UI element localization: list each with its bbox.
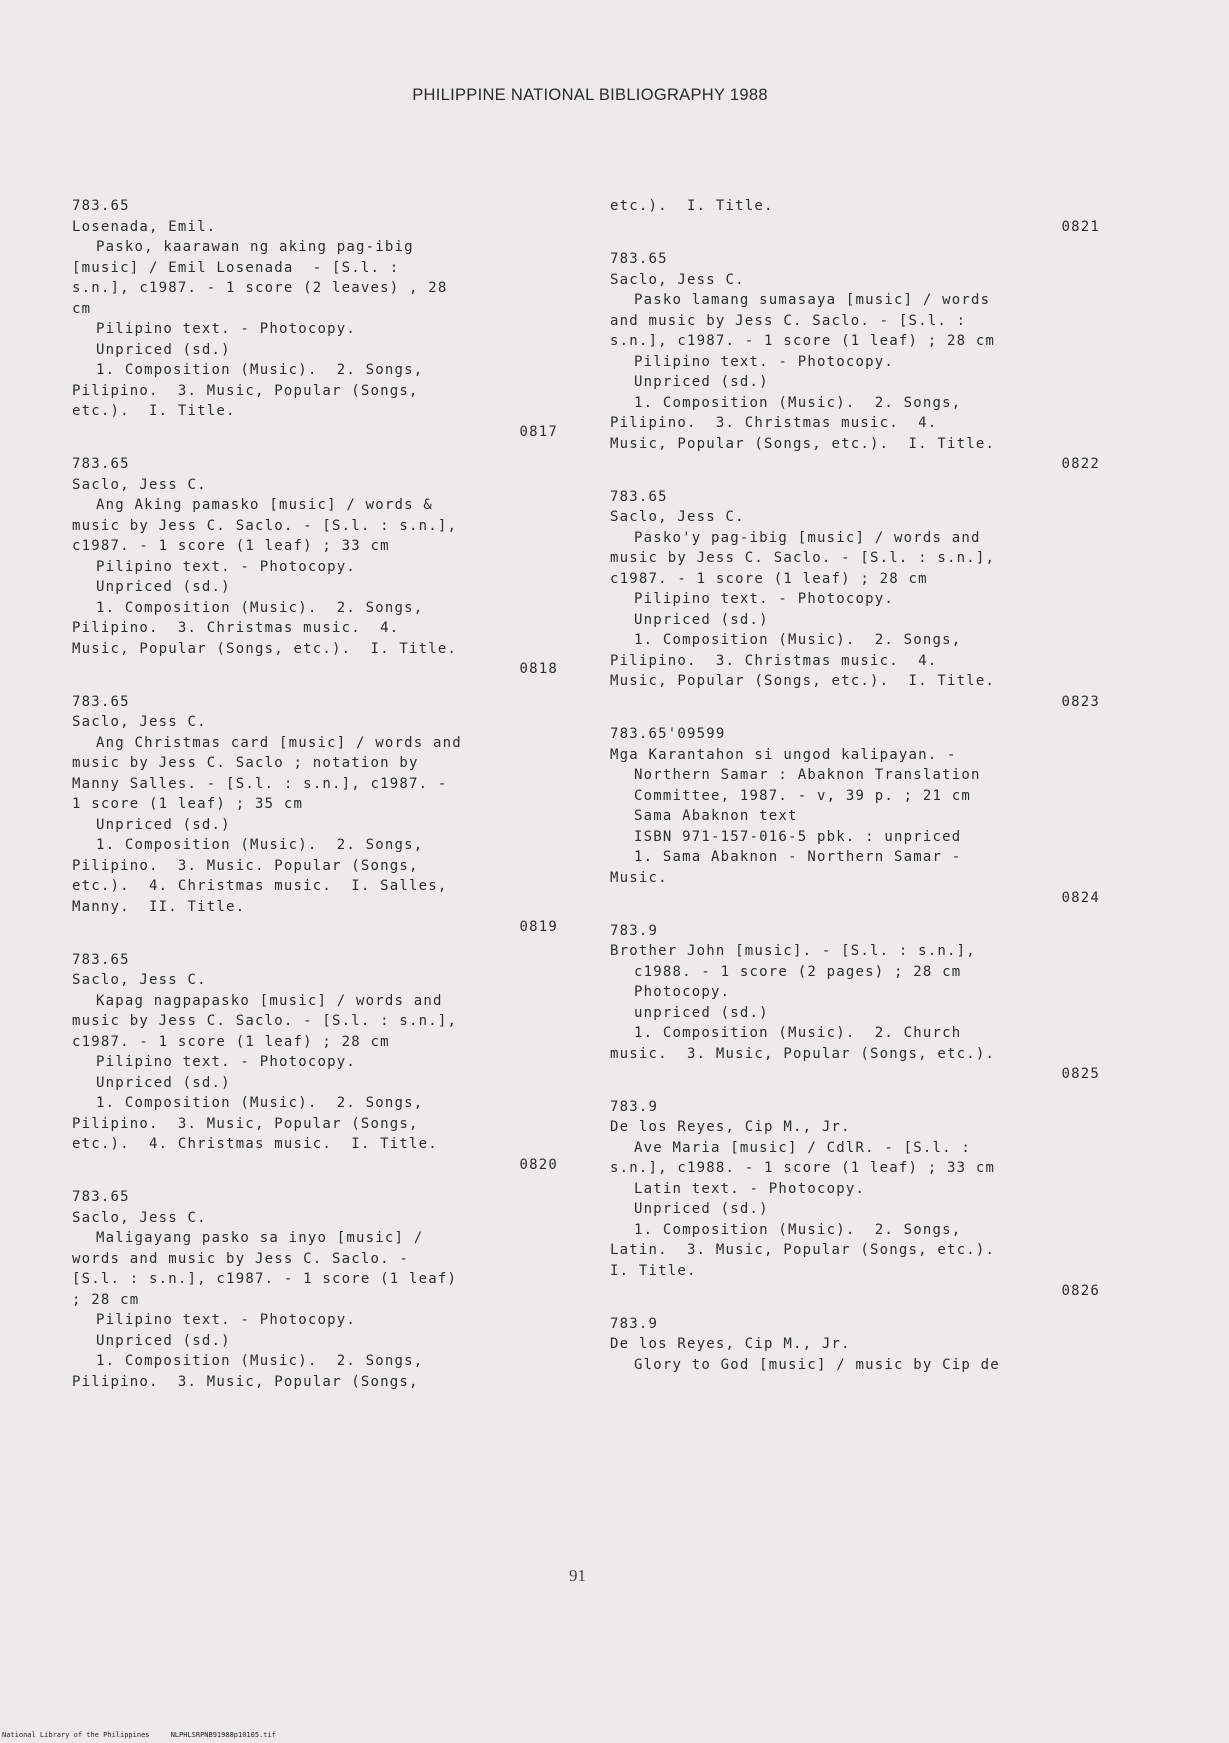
entry-line: Ave Maria [music] / CdlR. - [S.l. : <box>634 1139 972 1156</box>
entry-line: Pasko'y pag-ibig [music] / words and <box>634 529 981 546</box>
entry-line: 783.9 <box>610 922 659 939</box>
entry-line: Ang Aking pamasko [music] / words & <box>96 497 434 513</box>
entry-line: Photocopy. <box>634 984 731 1000</box>
entry-line: Committee, 1987. - v, 39 p. ; 21 cm <box>634 787 972 804</box>
entry-line: Unpriced (sd.) <box>96 816 231 833</box>
entry-number: 0820 <box>519 1156 558 1173</box>
entry-line: Saclo, Jess C. <box>72 476 207 493</box>
bibliography-entry <box>610 196 1100 237</box>
entry-line: music by Jess C. Saclo. - [S.l. : s.n.], <box>72 517 458 534</box>
entry-line: Pilipino. 3. Music, Popular (Songs, <box>72 382 419 399</box>
entry-line: 783.65 <box>72 1189 130 1205</box>
entry-line: Pilipino. 3. Music, Popular (Songs, <box>72 1373 419 1390</box>
entry-line: De los Reyes, Cip M., Jr. <box>610 1119 851 1135</box>
entry-number: 0824 <box>1061 890 1100 906</box>
entry-line: cm <box>72 300 92 317</box>
entry-line: ; 28 cm <box>72 1291 140 1308</box>
bibliography-entry <box>610 487 1100 713</box>
entry-line: [S.l. : s.n.], c1987. - 1 score (1 leaf) <box>72 1271 458 1287</box>
entry-line: etc.). 4. Christmas music. I. Title. <box>72 1136 438 1152</box>
entry-line: Saclo, Jess C. <box>72 1209 207 1226</box>
entry-number: 0822 <box>1061 456 1100 472</box>
entry-line: 1. Composition (Music). 2. Songs, <box>96 599 424 616</box>
entry-line: Sama Abaknon text <box>634 808 798 824</box>
entry-line: 783.9 <box>610 1098 659 1115</box>
entry-line: 783.65 <box>72 456 130 472</box>
entry-line: Unpriced (sd.) <box>96 1332 231 1349</box>
entry-line: Maligayang pasko sa inyo [music] / <box>96 1230 424 1246</box>
entry-line: Latin text. - Photocopy. <box>634 1180 866 1197</box>
entry-line: music. 3. Music, Popular (Songs, etc.). <box>610 1045 996 1062</box>
bibliography-entry <box>72 692 558 938</box>
entry-line: 1. Composition (Music). 2. Songs, <box>634 632 962 648</box>
bibliography-entry <box>610 724 1100 909</box>
entry-line: 783.65 <box>72 198 130 214</box>
bibliography-entry <box>72 1187 558 1392</box>
entry-line: music by Jess C. Saclo. - [S.l. : s.n.], <box>610 550 996 566</box>
bibliography-entry <box>610 1314 1100 1376</box>
entry-line: 1. Composition (Music). 2. Songs, <box>96 1353 424 1369</box>
entry-line: Glory to God [music] / music by Cip de <box>634 1356 1000 1373</box>
bibliography-entry <box>72 196 558 442</box>
entry-number: 0818 <box>519 661 558 677</box>
scan-footer: National Library of the Philippines NLPHLSRPNB91988p10105.tif <box>2 1731 276 1739</box>
entry-line: 783.65 <box>610 251 668 267</box>
entry-line: Pilipino. 3. Christmas music. 4. <box>72 620 400 636</box>
entry-line: c1987. - 1 score (1 leaf) ; 33 cm <box>72 538 390 554</box>
bibliography-entry <box>610 921 1100 1085</box>
entry-line: Pilipino text. - Photocopy. <box>96 1054 356 1070</box>
entry-line: Unpriced (sd.) <box>634 374 769 390</box>
entry-number: 0819 <box>519 919 558 935</box>
entry-line: De los Reyes, Cip M., Jr. <box>610 1336 851 1352</box>
entry-line: Saclo, Jess C. <box>72 714 207 730</box>
entry-line: ISBN 971-157-016-5 pbk. : unpriced <box>634 828 962 845</box>
entry-line: music by Jess C. Saclo. - [S.l. : s.n.], <box>72 1013 458 1029</box>
entry-line: Music. <box>610 869 668 886</box>
entry-line: 1. Composition (Music). 2. Songs, <box>96 837 424 853</box>
entry-line: Manny. II. Title. <box>72 898 246 915</box>
entry-line: s.n.], c1987. - 1 score (1 leaf) ; 28 cm <box>610 333 996 349</box>
entry-line: [music] / Emil Losenada - [S.l. : <box>72 259 400 276</box>
entry-line: Pilipino text. - Photocopy. <box>96 1312 356 1328</box>
entry-line: Unpriced (sd.) <box>634 611 769 628</box>
entry-line: 1. Composition (Music). 2. Songs, <box>634 394 962 411</box>
entry-line: Pilipino. 3. Music. Popular (Songs, <box>72 857 419 874</box>
entry-line: Music, Popular (Songs, etc.). I. Title. <box>72 640 458 657</box>
entry-line: Music, Popular (Songs, etc.). I. Title. <box>610 673 996 689</box>
entry-line: Pasko, kaarawan ng aking pag-ibig <box>96 239 414 255</box>
entry-line: Unpriced (sd.) <box>96 579 231 595</box>
entry-line: I. Title. <box>610 1262 697 1279</box>
entry-line: 783.65 <box>72 693 130 710</box>
entry-line: 1 score (1 leaf) ; 35 cm <box>72 796 304 812</box>
entry-line: Unpriced (sd.) <box>634 1201 769 1217</box>
entry-line: 1. Composition (Music). 2. Songs, <box>634 1221 962 1238</box>
entry-line: 1. Composition (Music). 2. Church <box>634 1025 962 1041</box>
entry-line: etc.). I. Title. <box>610 198 774 214</box>
entry-line: Pasko lamang sumasaya [music] / words <box>634 292 991 308</box>
entry-line: s.n.], c1987. - 1 score (2 leaves) , 28 <box>72 280 448 296</box>
entry-line: Music, Popular (Songs, etc.). I. Title. <box>610 435 996 452</box>
entry-line: Manny Salles. - [S.l. : s.n.], c1987. - <box>72 775 448 792</box>
entry-line: Pilipino text. - Photocopy. <box>634 591 894 607</box>
entry-number: 0825 <box>1061 1066 1100 1082</box>
page-number: 91 <box>569 1566 586 1585</box>
entry-line: Kapag nagpapasko [music] / words and <box>96 992 443 1009</box>
entry-line: 783.9 <box>610 1315 659 1332</box>
page-header: PHILIPPINE NATIONAL BIBLIOGRAPHY 1988 <box>412 86 768 104</box>
bibliography-entry <box>610 249 1100 475</box>
left-column <box>72 196 558 1404</box>
entry-line: Northern Samar : Abaknon Translation <box>634 767 981 783</box>
bibliography-entry <box>72 950 558 1176</box>
entry-line: c1988. - 1 score (2 pages) ; 28 cm <box>634 963 962 980</box>
entry-line: etc.). I. Title. <box>72 403 236 419</box>
entry-line: 1. Composition (Music). 2. Songs, <box>96 1095 424 1111</box>
entry-line: music by Jess C. Saclo ; notation by <box>72 755 419 771</box>
entry-line: Saclo, Jess C. <box>72 972 207 988</box>
entry-line: Saclo, Jess C. <box>610 509 745 525</box>
entry-line: and music by Jess C. Saclo. - [S.l. : <box>610 312 967 329</box>
bibliography-entry <box>610 1097 1100 1302</box>
entry-line: etc.). 4. Christmas music. I. Salles, <box>72 878 448 894</box>
entry-line: Unpriced (sd.) <box>96 1074 231 1091</box>
entry-line: Latin. 3. Music, Popular (Songs, etc.). <box>610 1242 996 1258</box>
entry-line: Pilipino text. - Photocopy. <box>634 353 894 370</box>
entry-number: 0826 <box>1061 1283 1100 1299</box>
entry-number: 0817 <box>519 423 558 440</box>
entry-line: Pilipino. 3. Music, Popular (Songs, <box>72 1115 419 1132</box>
entry-line: Losenada, Emil. <box>72 218 217 235</box>
entry-line: 783.65 <box>72 951 130 968</box>
entry-number: 0821 <box>1061 218 1100 235</box>
entry-line: c1987. - 1 score (1 leaf) ; 28 cm <box>610 570 928 587</box>
entry-line: Unpriced (sd.) <box>96 341 231 358</box>
entry-number: 0823 <box>1061 693 1100 710</box>
entry-line: Pilipino text. - Photocopy. <box>96 321 356 337</box>
entry-line: 1. Sama Abaknon - Northern Samar - <box>634 849 962 865</box>
entry-line: c1987. - 1 score (1 leaf) ; 28 cm <box>72 1033 390 1050</box>
bibliography-entry <box>72 454 558 680</box>
entry-line: 1. Composition (Music). 2. Songs, <box>96 362 424 378</box>
right-column <box>610 196 1100 1387</box>
entry-line: unpriced (sd.) <box>634 1004 769 1021</box>
entry-line: Pilipino text. - Photocopy. <box>96 558 356 575</box>
entry-line: 783.65 <box>610 488 668 505</box>
entry-line: Mga Karantahon si ungod kalipayan. - <box>610 746 957 763</box>
entry-line: Ang Christmas card [music] / words and <box>96 734 462 751</box>
entry-line: words and music by Jess C. Saclo. - <box>72 1250 410 1267</box>
entry-line: Brother John [music]. - [S.l. : s.n.], <box>610 943 976 959</box>
entry-line: Saclo, Jess C. <box>610 271 745 288</box>
entry-line: Pilipino. 3. Christmas music. 4. <box>610 415 938 431</box>
entry-line: 783.65'09599 <box>610 726 726 742</box>
entry-line: Pilipino. 3. Christmas music. 4. <box>610 652 938 669</box>
entry-line: s.n.], c1988. - 1 score (1 leaf) ; 33 cm <box>610 1160 996 1176</box>
